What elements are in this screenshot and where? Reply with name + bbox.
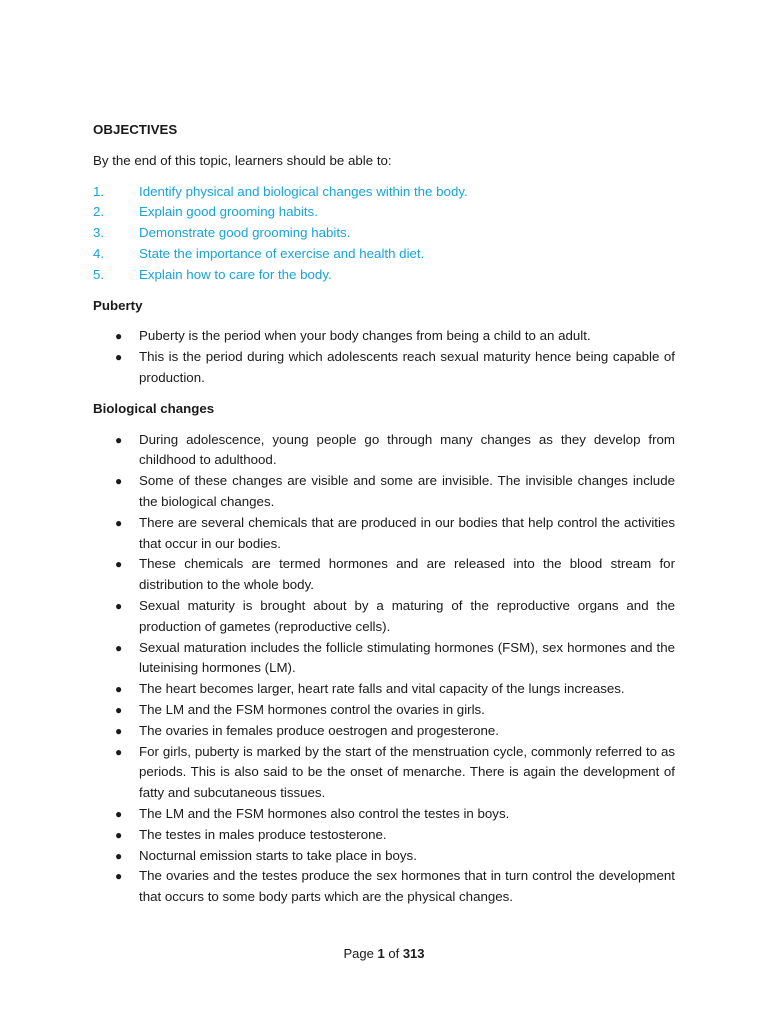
bullet-icon: ● (115, 848, 123, 863)
bullet-icon: ● (115, 329, 123, 344)
bullet-icon: ● (115, 682, 123, 697)
page-of: of (388, 946, 400, 961)
bullet-icon: ● (115, 640, 123, 655)
bullet-icon: ● (115, 350, 123, 365)
page-current: 1 (377, 946, 385, 961)
list-item: 5. Explain how to care for the body. (93, 266, 332, 282)
puberty-list (93, 326, 675, 388)
list-item: 2. Explain good grooming habits. (93, 204, 318, 220)
list-item: ● Sexual maturation includes the follicle stimulating hormones (FSM), sex hormones and the luteinising hormones (LM). (93, 638, 675, 680)
bullet-icon: ● (115, 474, 123, 489)
bullet-icon: ● (115, 869, 123, 884)
list-item: ● This is the period during which adolescents reach sexual maturity hence being capable of production. (93, 347, 675, 389)
biological-list (93, 430, 675, 908)
objectives-intro: By the end of this topic, learners should be able to: (93, 152, 392, 168)
list-item: ● Puberty is the period when your body changes from being a child to an adult. (93, 326, 675, 347)
page-label: Page (343, 946, 374, 961)
page-footer (0, 946, 768, 961)
list-item: ● Nocturnal emission starts to take place in boys. (93, 846, 675, 867)
bullet-icon: ● (115, 702, 123, 717)
document-page (93, 120, 675, 908)
biological-heading: Biological changes (93, 400, 215, 416)
list-item: ● These chemicals are termed hormones and are released into the blood stream for distribution to the whole body. (93, 554, 675, 596)
list-item: ● Some of these changes are visible and some are invisible. The invisible changes include the biological changes. (93, 471, 675, 513)
objectives-heading: OBJECTIVES (93, 122, 178, 137)
objectives-list (93, 182, 675, 286)
bullet-icon: ● (115, 557, 123, 572)
list-item: ● The ovaries and the testes produce the sex hormones that in turn control the development that occurs to some body parts which are the physical changes. (93, 866, 675, 908)
list-item: ● The ovaries in females produce oestrogen and progesterone. (93, 721, 675, 742)
list-item: ● There are several chemicals that are produced in our bodies that help control the activities that occur in our bodies. (93, 513, 675, 555)
puberty-heading: Puberty (93, 297, 143, 313)
list-item: 1. Identify physical and biological changes within the body. (93, 183, 468, 199)
list-item: ● The LM and the FSM hormones also control the testes in boys. (93, 804, 675, 825)
page-total: 313 (402, 946, 425, 961)
list-item: ● For girls, puberty is marked by the start of the menstruation cycle, commonly referred to as periods. This is also said to be the onset of menarche. There is again the development of fatty and subcutaneous tissues. (93, 742, 675, 804)
list-item: ● The heart becomes larger, heart rate falls and vital capacity of the lungs increases. (93, 679, 675, 700)
bullet-icon: ● (115, 432, 123, 447)
bullet-icon: ● (115, 806, 123, 821)
bullet-icon: ● (115, 827, 123, 842)
list-item: ● The LM and the FSM hormones control the ovaries in girls. (93, 700, 675, 721)
bullet-icon: ● (115, 744, 123, 759)
bullet-icon: ● (115, 515, 123, 530)
list-item: ● During adolescence, young people go through many changes as they develop from childhood to adulthood. (93, 430, 675, 472)
bullet-icon: ● (115, 723, 123, 738)
bullet-icon: ● (115, 598, 123, 613)
list-item: 4. State the importance of exercise and health diet. (93, 245, 425, 261)
list-item: ● The testes in males produce testosterone. (93, 825, 675, 846)
list-item: 3. Demonstrate good grooming habits. (93, 225, 351, 241)
list-item: ● Sexual maturity is brought about by a maturing of the reproductive organs and the production of gametes (reproductive cells). (93, 596, 675, 638)
